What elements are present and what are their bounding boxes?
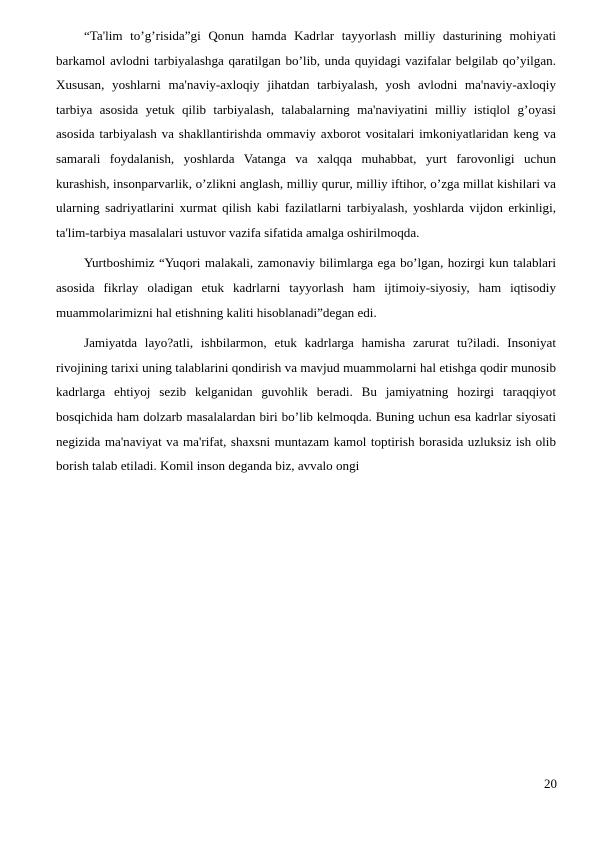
page-number: 20 bbox=[544, 776, 557, 791]
paragraph-2: Yurtboshimiz “Yuqori malakali, zamonaviy bilimlarga ega bo’lgan, hozirgi kun talablari asosida fikrlay oladigan etuk kadrlarni tayyorlash ham ijtimoiy-siyosiy, ham iqtisodiy muammolarimizni hal etishning kaliti hisoblanadi”degan edi. bbox=[56, 255, 556, 320]
page-body bbox=[56, 24, 556, 485]
paragraph-1: “Ta'lim to’g’risida”gi Qonun hamda Kadrlar tayyorlash milliy dasturining mohiyati barkamol avlodni tarbiyalashga qaratilgan bo’lib, unda quyidagi vazifalar belgilab qo’yilgan. Xususan, yoshlarni ma'naviy-axloqiy jihatdan tarbiyalash, yosh avlodni ma'naviy-axloqiy tarbiya asosida yetuk qilib tarbiyalash, talabalarning ma'naviyatini milliy istiqlol g’oyasi asosida tarbiyalash va shakllantirishda ommaviy axborot vositalari imkoniyatlaridan keng va samarali foydalanish, yoshlarda Vatanga va xalqqa muhabbat, yurt farovonligi uchun kurashish, insonparvarlik, o’zlikni anglash, milliy qurur, milliy iftihor, o’zga millat kishilari va ularning sadriyatlarini xurmat qilish kabi fazilatlarni tarbiyalash, yoshlarda vijdon erkinligi, ta'lim-tarbiya masalalari ustuvor vazifa sifatida amalga oshirilmoqda. bbox=[56, 28, 556, 240]
paragraph-3: Jamiyatda layo?atli, ishbilarmon, etuk kadrlarga hamisha zarurat tu?iladi. Insoniyat rivojining tarixi uning talablarini qondirish va mavjud muammolarni hal etishga qodir munosib kadrlarga ehtiyoj sezib kelganidan guvohlik beradi. Bu jamiyatning hozirgi taraqqiyot bosqichida ham dolzarb masalalardan biri bo’lib kelmoqda. Buning uchun esa kadrlar siyosati negizida ma'naviyat va ma'rifat, shaxsni muntazam kamol toptirish borasida uzluksiz ish olib borish talab etiladi. Komil inson deganda biz, avvalo ongi bbox=[56, 335, 556, 474]
